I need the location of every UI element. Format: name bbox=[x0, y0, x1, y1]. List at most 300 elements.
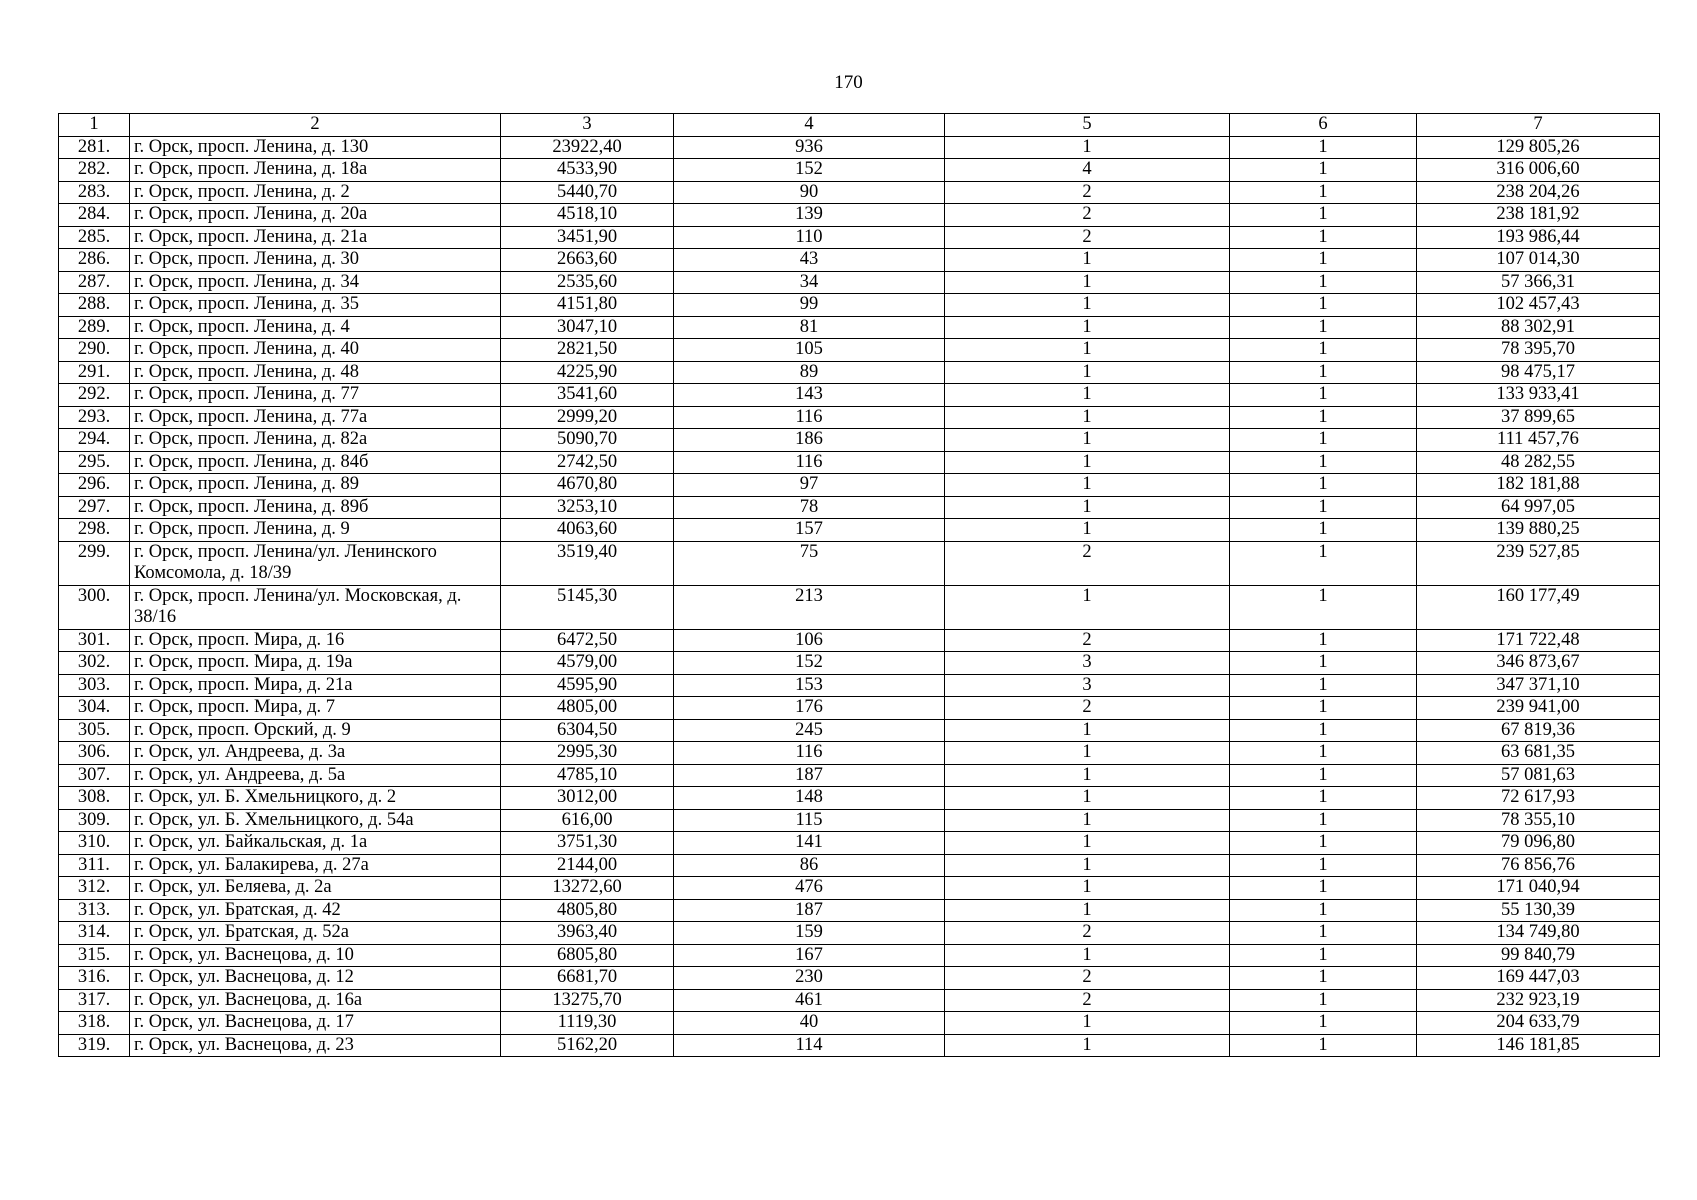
table-row bbox=[59, 967, 1660, 990]
cell-col5: 1 bbox=[945, 899, 1230, 922]
table-row bbox=[59, 226, 1660, 249]
table-body bbox=[59, 136, 1660, 1057]
cell-row-number: 289. bbox=[59, 316, 130, 339]
cell-address: г. Орск, просп. Мира, д. 21а bbox=[130, 674, 501, 697]
cell-col6: 1 bbox=[1230, 136, 1417, 159]
cell-col5: 1 bbox=[945, 451, 1230, 474]
cell-col6: 1 bbox=[1230, 944, 1417, 967]
cell-amount: 111 457,76 bbox=[1417, 429, 1660, 452]
cell-row-number: 287. bbox=[59, 271, 130, 294]
cell-amount: 134 749,80 bbox=[1417, 922, 1660, 945]
cell-col5: 1 bbox=[945, 1034, 1230, 1057]
cell-area: 6472,50 bbox=[501, 629, 674, 652]
cell-col6: 1 bbox=[1230, 541, 1417, 585]
cell-row-number: 309. bbox=[59, 809, 130, 832]
cell-area: 2821,50 bbox=[501, 339, 674, 362]
table-row bbox=[59, 922, 1660, 945]
cell-col5: 2 bbox=[945, 541, 1230, 585]
cell-col6: 1 bbox=[1230, 585, 1417, 629]
cell-area: 3047,10 bbox=[501, 316, 674, 339]
cell-row-number: 301. bbox=[59, 629, 130, 652]
cell-count: 86 bbox=[674, 854, 945, 877]
cell-amount: 146 181,85 bbox=[1417, 1034, 1660, 1057]
cell-count: 936 bbox=[674, 136, 945, 159]
cell-area: 1119,30 bbox=[501, 1012, 674, 1035]
cell-col5: 3 bbox=[945, 652, 1230, 675]
cell-amount: 316 006,60 bbox=[1417, 159, 1660, 182]
cell-area: 6304,50 bbox=[501, 719, 674, 742]
cell-col5: 1 bbox=[945, 384, 1230, 407]
cell-col6: 1 bbox=[1230, 832, 1417, 855]
column-header: 4 bbox=[674, 114, 945, 137]
cell-area: 13272,60 bbox=[501, 877, 674, 900]
cell-amount: 239 527,85 bbox=[1417, 541, 1660, 585]
cell-area: 13275,70 bbox=[501, 989, 674, 1012]
cell-address: г. Орск, ул. Братская, д. 42 bbox=[130, 899, 501, 922]
cell-count: 152 bbox=[674, 159, 945, 182]
cell-count: 141 bbox=[674, 832, 945, 855]
cell-count: 153 bbox=[674, 674, 945, 697]
cell-col5: 1 bbox=[945, 474, 1230, 497]
cell-col6: 1 bbox=[1230, 719, 1417, 742]
cell-row-number: 306. bbox=[59, 742, 130, 765]
cell-area: 4805,80 bbox=[501, 899, 674, 922]
cell-count: 476 bbox=[674, 877, 945, 900]
cell-row-number: 315. bbox=[59, 944, 130, 967]
cell-address: г. Орск, просп. Ленина, д. 89 bbox=[130, 474, 501, 497]
table-row bbox=[59, 764, 1660, 787]
cell-address: г. Орск, ул. Васнецова, д. 12 bbox=[130, 967, 501, 990]
cell-col6: 1 bbox=[1230, 764, 1417, 787]
column-header: 3 bbox=[501, 114, 674, 137]
cell-address: г. Орск, просп. Ленина, д. 77а bbox=[130, 406, 501, 429]
cell-col5: 1 bbox=[945, 944, 1230, 967]
cell-address: г. Орск, просп. Ленина, д. 20а bbox=[130, 204, 501, 227]
cell-col5: 2 bbox=[945, 204, 1230, 227]
cell-col6: 1 bbox=[1230, 697, 1417, 720]
cell-row-number: 294. bbox=[59, 429, 130, 452]
cell-address: г. Орск, просп. Ленина, д. 4 bbox=[130, 316, 501, 339]
column-header: 6 bbox=[1230, 114, 1417, 137]
cell-address: г. Орск, просп. Ленина, д. 35 bbox=[130, 294, 501, 317]
table-row bbox=[59, 989, 1660, 1012]
cell-col6: 1 bbox=[1230, 181, 1417, 204]
cell-area: 4063,60 bbox=[501, 519, 674, 542]
cell-count: 159 bbox=[674, 922, 945, 945]
cell-col5: 1 bbox=[945, 764, 1230, 787]
table-row bbox=[59, 854, 1660, 877]
table-row bbox=[59, 361, 1660, 384]
table-row bbox=[59, 384, 1660, 407]
cell-amount: 171 722,48 bbox=[1417, 629, 1660, 652]
cell-col6: 1 bbox=[1230, 854, 1417, 877]
cell-col5: 1 bbox=[945, 136, 1230, 159]
cell-amount: 102 457,43 bbox=[1417, 294, 1660, 317]
cell-area: 3963,40 bbox=[501, 922, 674, 945]
cell-row-number: 282. bbox=[59, 159, 130, 182]
cell-address: г. Орск, просп. Ленина, д. 2 bbox=[130, 181, 501, 204]
cell-amount: 78 355,10 bbox=[1417, 809, 1660, 832]
table-row bbox=[59, 1034, 1660, 1057]
cell-col5: 2 bbox=[945, 922, 1230, 945]
cell-address: г. Орск, просп. Ленина, д. 77 bbox=[130, 384, 501, 407]
cell-area: 4805,00 bbox=[501, 697, 674, 720]
cell-address: г. Орск, просп. Орский, д. 9 bbox=[130, 719, 501, 742]
table-row bbox=[59, 652, 1660, 675]
cell-address: г. Орск, просп. Ленина, д. 18а bbox=[130, 159, 501, 182]
cell-col6: 1 bbox=[1230, 1034, 1417, 1057]
cell-col6: 1 bbox=[1230, 629, 1417, 652]
cell-count: 148 bbox=[674, 787, 945, 810]
table-row bbox=[59, 1012, 1660, 1035]
cell-amount: 182 181,88 bbox=[1417, 474, 1660, 497]
cell-row-number: 314. bbox=[59, 922, 130, 945]
cell-address: г. Орск, ул. Братская, д. 52а bbox=[130, 922, 501, 945]
cell-count: 143 bbox=[674, 384, 945, 407]
cell-row-number: 290. bbox=[59, 339, 130, 362]
cell-address: г. Орск, просп. Мира, д. 16 bbox=[130, 629, 501, 652]
cell-col5: 1 bbox=[945, 854, 1230, 877]
cell-col6: 1 bbox=[1230, 204, 1417, 227]
cell-row-number: 304. bbox=[59, 697, 130, 720]
cell-col5: 1 bbox=[945, 339, 1230, 362]
cell-amount: 238 204,26 bbox=[1417, 181, 1660, 204]
cell-amount: 78 395,70 bbox=[1417, 339, 1660, 362]
cell-count: 157 bbox=[674, 519, 945, 542]
column-header-row bbox=[59, 114, 1660, 137]
cell-count: 75 bbox=[674, 541, 945, 585]
cell-row-number: 281. bbox=[59, 136, 130, 159]
cell-col6: 1 bbox=[1230, 877, 1417, 900]
column-header: 7 bbox=[1417, 114, 1660, 137]
cell-col6: 1 bbox=[1230, 339, 1417, 362]
cell-area: 2535,60 bbox=[501, 271, 674, 294]
cell-area: 3541,60 bbox=[501, 384, 674, 407]
cell-col5: 1 bbox=[945, 585, 1230, 629]
cell-col6: 1 bbox=[1230, 361, 1417, 384]
registry-table bbox=[58, 113, 1660, 1057]
cell-col5: 1 bbox=[945, 249, 1230, 272]
cell-area: 4225,90 bbox=[501, 361, 674, 384]
cell-count: 213 bbox=[674, 585, 945, 629]
column-header: 2 bbox=[130, 114, 501, 137]
cell-amount: 232 923,19 bbox=[1417, 989, 1660, 1012]
cell-col6: 1 bbox=[1230, 451, 1417, 474]
cell-area: 3451,90 bbox=[501, 226, 674, 249]
page-number: 170 bbox=[834, 72, 863, 93]
cell-count: 89 bbox=[674, 361, 945, 384]
table-row bbox=[59, 451, 1660, 474]
cell-row-number: 291. bbox=[59, 361, 130, 384]
cell-amount: 88 302,91 bbox=[1417, 316, 1660, 339]
cell-col5: 2 bbox=[945, 629, 1230, 652]
cell-count: 167 bbox=[674, 944, 945, 967]
cell-area: 6805,80 bbox=[501, 944, 674, 967]
table-row bbox=[59, 629, 1660, 652]
cell-row-number: 296. bbox=[59, 474, 130, 497]
cell-amount: 193 986,44 bbox=[1417, 226, 1660, 249]
cell-col6: 1 bbox=[1230, 787, 1417, 810]
cell-amount: 57 081,63 bbox=[1417, 764, 1660, 787]
cell-col5: 2 bbox=[945, 181, 1230, 204]
cell-count: 90 bbox=[674, 181, 945, 204]
cell-count: 43 bbox=[674, 249, 945, 272]
table-row bbox=[59, 832, 1660, 855]
cell-amount: 238 181,92 bbox=[1417, 204, 1660, 227]
cell-address: г. Орск, ул. Б. Хмельницкого, д. 54а bbox=[130, 809, 501, 832]
cell-address: г. Орск, ул. Андреева, д. 5а bbox=[130, 764, 501, 787]
table-row bbox=[59, 406, 1660, 429]
table-row bbox=[59, 519, 1660, 542]
cell-col6: 1 bbox=[1230, 316, 1417, 339]
cell-row-number: 311. bbox=[59, 854, 130, 877]
cell-area: 4670,80 bbox=[501, 474, 674, 497]
cell-row-number: 292. bbox=[59, 384, 130, 407]
cell-row-number: 295. bbox=[59, 451, 130, 474]
cell-amount: 239 941,00 bbox=[1417, 697, 1660, 720]
cell-count: 78 bbox=[674, 496, 945, 519]
cell-col5: 1 bbox=[945, 316, 1230, 339]
table-row bbox=[59, 496, 1660, 519]
cell-col5: 1 bbox=[945, 809, 1230, 832]
cell-address: г. Орск, просп. Ленина, д. 130 bbox=[130, 136, 501, 159]
cell-col5: 1 bbox=[945, 271, 1230, 294]
cell-area: 2995,30 bbox=[501, 742, 674, 765]
table-row bbox=[59, 944, 1660, 967]
cell-amount: 169 447,03 bbox=[1417, 967, 1660, 990]
table-row bbox=[59, 271, 1660, 294]
cell-area: 5145,30 bbox=[501, 585, 674, 629]
cell-address: г. Орск, ул. Б. Хмельницкого, д. 2 bbox=[130, 787, 501, 810]
cell-col5: 1 bbox=[945, 719, 1230, 742]
cell-amount: 64 997,05 bbox=[1417, 496, 1660, 519]
table-row bbox=[59, 742, 1660, 765]
cell-col6: 1 bbox=[1230, 226, 1417, 249]
cell-col6: 1 bbox=[1230, 899, 1417, 922]
cell-amount: 48 282,55 bbox=[1417, 451, 1660, 474]
cell-count: 105 bbox=[674, 339, 945, 362]
cell-address: г. Орск, просп. Ленина, д. 9 bbox=[130, 519, 501, 542]
cell-count: 116 bbox=[674, 406, 945, 429]
cell-count: 245 bbox=[674, 719, 945, 742]
cell-col6: 1 bbox=[1230, 674, 1417, 697]
cell-address: г. Орск, просп. Ленина, д. 48 bbox=[130, 361, 501, 384]
cell-col5: 2 bbox=[945, 967, 1230, 990]
cell-area: 5440,70 bbox=[501, 181, 674, 204]
cell-amount: 346 873,67 bbox=[1417, 652, 1660, 675]
cell-address: г. Орск, ул. Балакирева, д. 27а bbox=[130, 854, 501, 877]
cell-col5: 4 bbox=[945, 159, 1230, 182]
cell-row-number: 317. bbox=[59, 989, 130, 1012]
cell-address: г. Орск, ул. Васнецова, д. 16а bbox=[130, 989, 501, 1012]
cell-row-number: 316. bbox=[59, 967, 130, 990]
cell-area: 3519,40 bbox=[501, 541, 674, 585]
cell-amount: 55 130,39 bbox=[1417, 899, 1660, 922]
cell-count: 139 bbox=[674, 204, 945, 227]
cell-area: 2742,50 bbox=[501, 451, 674, 474]
cell-amount: 160 177,49 bbox=[1417, 585, 1660, 629]
cell-area: 5090,70 bbox=[501, 429, 674, 452]
cell-address: г. Орск, ул. Васнецова, д. 10 bbox=[130, 944, 501, 967]
table-row bbox=[59, 585, 1660, 629]
cell-address: г. Орск, просп. Ленина/ул. Ленинского Комсомола, д. 18/39 bbox=[130, 541, 501, 585]
cell-address: г. Орск, просп. Мира, д. 7 bbox=[130, 697, 501, 720]
cell-col6: 1 bbox=[1230, 474, 1417, 497]
cell-address: г. Орск, ул. Андреева, д. 3а bbox=[130, 742, 501, 765]
cell-amount: 99 840,79 bbox=[1417, 944, 1660, 967]
table-row bbox=[59, 474, 1660, 497]
cell-col5: 3 bbox=[945, 674, 1230, 697]
cell-col6: 1 bbox=[1230, 967, 1417, 990]
cell-row-number: 300. bbox=[59, 585, 130, 629]
table-row bbox=[59, 697, 1660, 720]
cell-amount: 204 633,79 bbox=[1417, 1012, 1660, 1035]
table-row bbox=[59, 719, 1660, 742]
table-row bbox=[59, 294, 1660, 317]
cell-row-number: 297. bbox=[59, 496, 130, 519]
cell-amount: 98 475,17 bbox=[1417, 361, 1660, 384]
cell-count: 152 bbox=[674, 652, 945, 675]
cell-area: 4533,90 bbox=[501, 159, 674, 182]
cell-address: г. Орск, просп. Ленина, д. 82а bbox=[130, 429, 501, 452]
cell-area: 23922,40 bbox=[501, 136, 674, 159]
cell-address: г. Орск, просп. Ленина, д. 34 bbox=[130, 271, 501, 294]
cell-address: г. Орск, просп. Ленина/ул. Московская, д. 38/16 bbox=[130, 585, 501, 629]
table-row bbox=[59, 787, 1660, 810]
table-row bbox=[59, 541, 1660, 585]
cell-amount: 347 371,10 bbox=[1417, 674, 1660, 697]
cell-col5: 1 bbox=[945, 1012, 1230, 1035]
cell-row-number: 288. bbox=[59, 294, 130, 317]
cell-count: 116 bbox=[674, 451, 945, 474]
cell-amount: 63 681,35 bbox=[1417, 742, 1660, 765]
cell-col6: 1 bbox=[1230, 249, 1417, 272]
cell-amount: 129 805,26 bbox=[1417, 136, 1660, 159]
cell-row-number: 298. bbox=[59, 519, 130, 542]
cell-row-number: 308. bbox=[59, 787, 130, 810]
cell-address: г. Орск, просп. Ленина, д. 30 bbox=[130, 249, 501, 272]
cell-area: 5162,20 bbox=[501, 1034, 674, 1057]
cell-area: 2999,20 bbox=[501, 406, 674, 429]
table-row bbox=[59, 316, 1660, 339]
cell-count: 461 bbox=[674, 989, 945, 1012]
cell-col5: 1 bbox=[945, 877, 1230, 900]
cell-count: 106 bbox=[674, 629, 945, 652]
cell-count: 40 bbox=[674, 1012, 945, 1035]
cell-amount: 79 096,80 bbox=[1417, 832, 1660, 855]
cell-col6: 1 bbox=[1230, 496, 1417, 519]
table-row bbox=[59, 204, 1660, 227]
cell-count: 186 bbox=[674, 429, 945, 452]
cell-col6: 1 bbox=[1230, 1012, 1417, 1035]
table-row bbox=[59, 159, 1660, 182]
cell-col6: 1 bbox=[1230, 742, 1417, 765]
cell-address: г. Орск, ул. Байкальская, д. 1а bbox=[130, 832, 501, 855]
cell-count: 110 bbox=[674, 226, 945, 249]
cell-amount: 72 617,93 bbox=[1417, 787, 1660, 810]
cell-area: 3751,30 bbox=[501, 832, 674, 855]
cell-col6: 1 bbox=[1230, 294, 1417, 317]
cell-row-number: 319. bbox=[59, 1034, 130, 1057]
cell-amount: 76 856,76 bbox=[1417, 854, 1660, 877]
cell-amount: 133 933,41 bbox=[1417, 384, 1660, 407]
cell-address: г. Орск, просп. Ленина, д. 40 bbox=[130, 339, 501, 362]
cell-amount: 37 899,65 bbox=[1417, 406, 1660, 429]
cell-row-number: 302. bbox=[59, 652, 130, 675]
table-row bbox=[59, 899, 1660, 922]
cell-area: 6681,70 bbox=[501, 967, 674, 990]
cell-count: 230 bbox=[674, 967, 945, 990]
cell-count: 116 bbox=[674, 742, 945, 765]
cell-col5: 1 bbox=[945, 429, 1230, 452]
cell-col6: 1 bbox=[1230, 159, 1417, 182]
table-row bbox=[59, 809, 1660, 832]
cell-col5: 2 bbox=[945, 226, 1230, 249]
cell-area: 4579,00 bbox=[501, 652, 674, 675]
table-row bbox=[59, 877, 1660, 900]
cell-col6: 1 bbox=[1230, 429, 1417, 452]
cell-count: 187 bbox=[674, 899, 945, 922]
cell-amount: 107 014,30 bbox=[1417, 249, 1660, 272]
cell-count: 99 bbox=[674, 294, 945, 317]
cell-count: 115 bbox=[674, 809, 945, 832]
table-row bbox=[59, 181, 1660, 204]
cell-col6: 1 bbox=[1230, 652, 1417, 675]
cell-area: 3253,10 bbox=[501, 496, 674, 519]
cell-col6: 1 bbox=[1230, 406, 1417, 429]
cell-area: 2144,00 bbox=[501, 854, 674, 877]
cell-address: г. Орск, ул. Васнецова, д. 23 bbox=[130, 1034, 501, 1057]
cell-address: г. Орск, просп. Ленина, д. 21а bbox=[130, 226, 501, 249]
table-row bbox=[59, 429, 1660, 452]
cell-col5: 1 bbox=[945, 832, 1230, 855]
cell-count: 81 bbox=[674, 316, 945, 339]
cell-address: г. Орск, просп. Ленина, д. 89б bbox=[130, 496, 501, 519]
cell-area: 3012,00 bbox=[501, 787, 674, 810]
cell-count: 114 bbox=[674, 1034, 945, 1057]
cell-amount: 171 040,94 bbox=[1417, 877, 1660, 900]
cell-count: 187 bbox=[674, 764, 945, 787]
column-header: 5 bbox=[945, 114, 1230, 137]
cell-col5: 2 bbox=[945, 697, 1230, 720]
table-row bbox=[59, 339, 1660, 362]
cell-amount: 67 819,36 bbox=[1417, 719, 1660, 742]
cell-row-number: 299. bbox=[59, 541, 130, 585]
table-row bbox=[59, 136, 1660, 159]
cell-col6: 1 bbox=[1230, 271, 1417, 294]
cell-col5: 1 bbox=[945, 496, 1230, 519]
cell-area: 4151,80 bbox=[501, 294, 674, 317]
cell-address: г. Орск, просп. Мира, д. 19а bbox=[130, 652, 501, 675]
cell-amount: 57 366,31 bbox=[1417, 271, 1660, 294]
cell-amount: 139 880,25 bbox=[1417, 519, 1660, 542]
cell-area: 4595,90 bbox=[501, 674, 674, 697]
cell-count: 34 bbox=[674, 271, 945, 294]
cell-row-number: 310. bbox=[59, 832, 130, 855]
cell-count: 97 bbox=[674, 474, 945, 497]
cell-col5: 1 bbox=[945, 361, 1230, 384]
cell-col6: 1 bbox=[1230, 989, 1417, 1012]
cell-area: 2663,60 bbox=[501, 249, 674, 272]
cell-row-number: 303. bbox=[59, 674, 130, 697]
cell-row-number: 283. bbox=[59, 181, 130, 204]
cell-col5: 1 bbox=[945, 742, 1230, 765]
cell-col5: 1 bbox=[945, 519, 1230, 542]
cell-row-number: 293. bbox=[59, 406, 130, 429]
cell-row-number: 313. bbox=[59, 899, 130, 922]
cell-col6: 1 bbox=[1230, 922, 1417, 945]
cell-col6: 1 bbox=[1230, 809, 1417, 832]
